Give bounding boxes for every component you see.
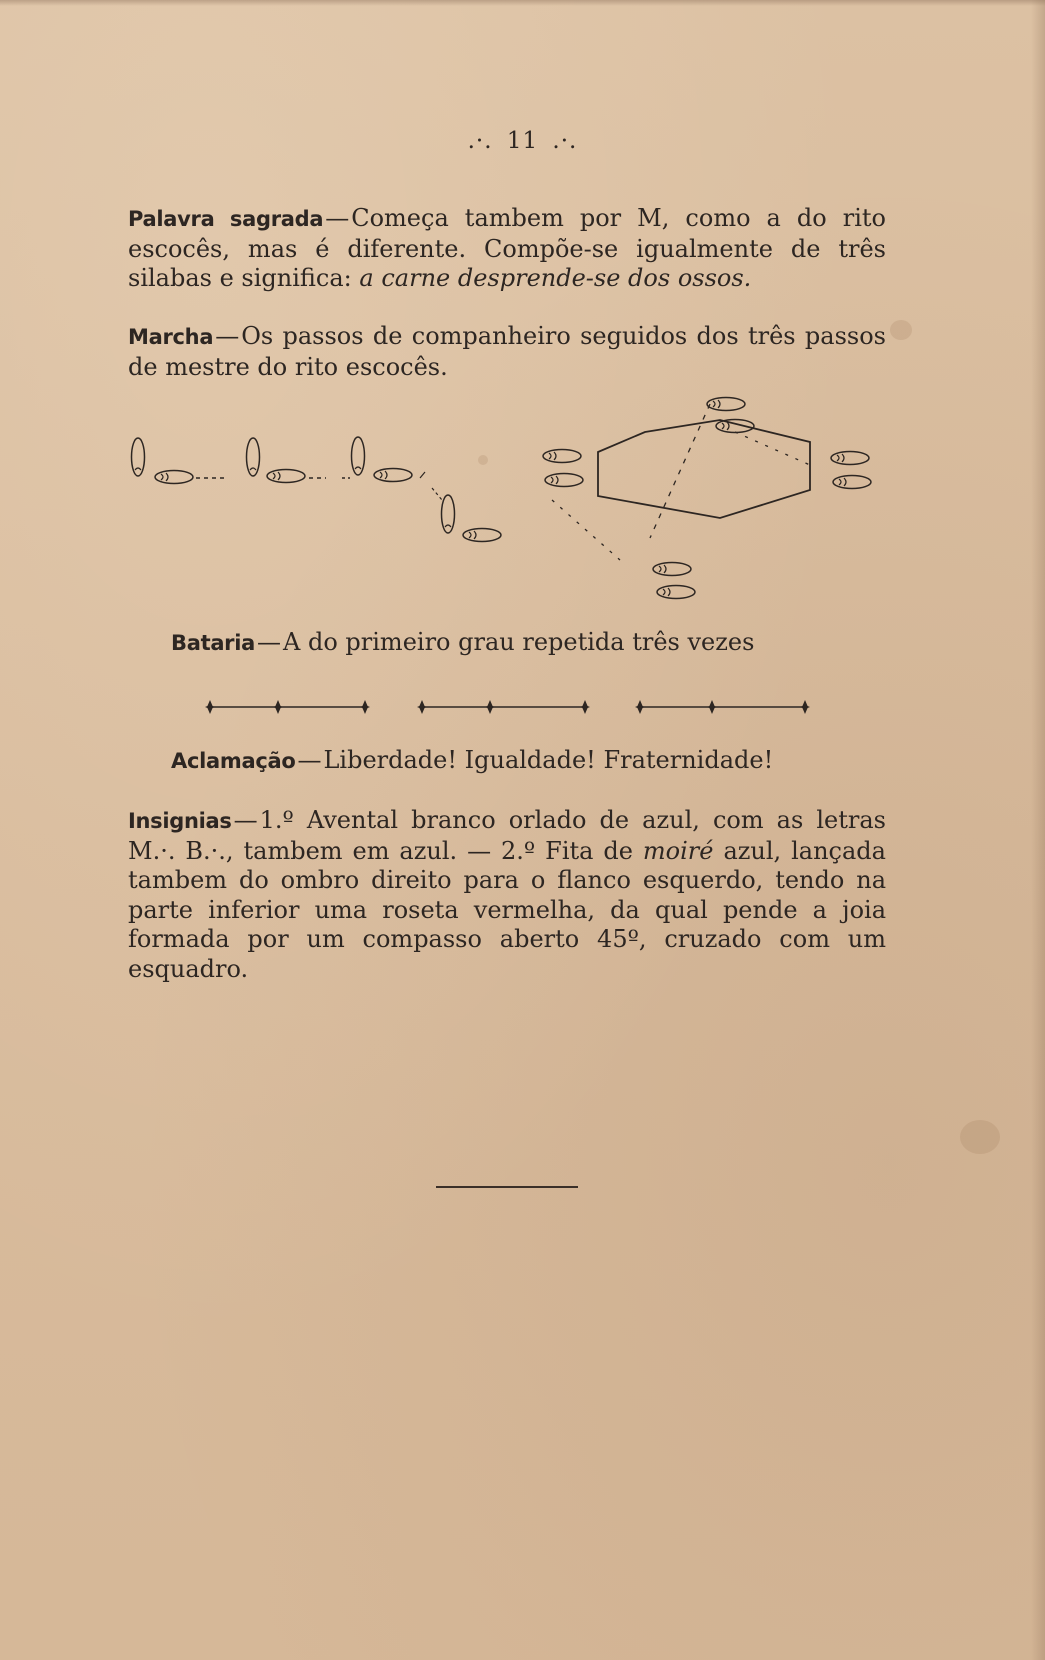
- bataria-text: A do primeiro grau repetida três vezes: [283, 628, 755, 656]
- palavra-sagrada-text: Começa tambem por M, como a do rito escocês, mas é diferente. Compõe-se igualmente de três silabas e significa:: [128, 204, 886, 292]
- dash: —: [297, 746, 322, 774]
- bataria-label: Bataria: [171, 631, 256, 655]
- aclamacao-paragraph: [171, 746, 871, 777]
- dash: —: [233, 806, 258, 834]
- foxing-spot: [960, 1120, 1000, 1154]
- marcha-paragraph: [128, 322, 886, 382]
- marcha-text: Os passos de companheiro seguidos dos três passos de mestre do rito escocês.: [128, 322, 886, 381]
- dash: —: [215, 322, 240, 350]
- page-right-edge: [1031, 0, 1045, 1660]
- dash: —: [325, 204, 350, 232]
- foxing-spot: [890, 320, 912, 340]
- knocks-separator: [200, 695, 820, 719]
- palavra-sagrada-label: Palavra sagrada: [128, 207, 324, 231]
- bataria-paragraph: [171, 628, 871, 659]
- aclamacao-label: Aclamação: [171, 749, 296, 773]
- end-rule: [436, 1186, 578, 1188]
- insignias-moire: moiré: [642, 836, 714, 865]
- dash: —: [257, 628, 282, 656]
- companion-steps: [132, 437, 502, 542]
- steps-diagram: [120, 390, 900, 620]
- insignias-label: Insignias: [128, 809, 232, 833]
- insignias-text-part1: 1.º Avental branco orlado de azul, com as letras M.·. B.·., tambem em azul. — 2.º Fita de: [128, 806, 886, 865]
- master-steps: [543, 398, 871, 599]
- palavra-sagrada-paragraph: [128, 204, 886, 294]
- insignias-paragraph: [128, 806, 886, 984]
- aclamacao-text: Liberdade! Igualdade! Fraternidade!: [323, 746, 774, 774]
- page-top-edge: [0, 0, 1045, 6]
- insignias-text-part2: azul, lançada tambem do ombro direito para o flanco esquerdo, tendo na parte inferior uma roseta vermelha, da qual pende a joia formada por um compasso aberto 45º, cruzado com um esquadro.: [128, 836, 886, 983]
- page-number: .·. 11 .·.: [467, 128, 578, 154]
- marcha-label: Marcha: [128, 325, 214, 349]
- palavra-sagrada-meaning: a carne desprende-se dos ossos.: [359, 264, 752, 292]
